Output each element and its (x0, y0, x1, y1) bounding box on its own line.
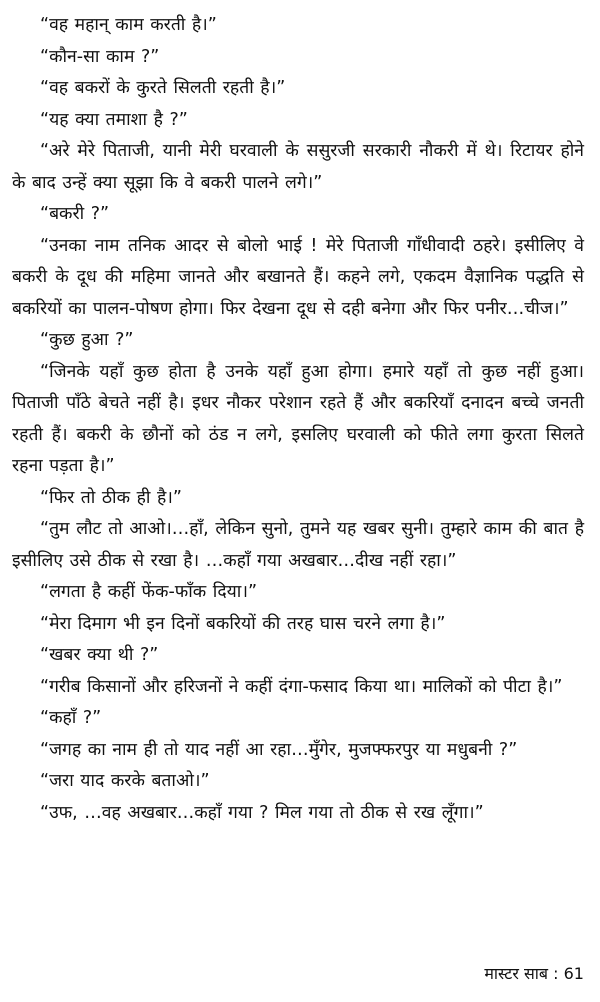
paragraph: “तुम लौट तो आओ।…हाँ, लेकिन सुनो, तुमने यह खबर सुनी। तुम्हारे काम की बात है इसीलिए उसे ठीक से रखा है। …कहाँ गया अखबार…दीख नहीं रहा।” (12, 519, 584, 571)
paragraph: “कौन-सा काम ?” (40, 46, 160, 67)
paragraph: “उफ, …वह अखबार…कहाँ गया ? मिल गया तो ठीक से रख लूँगा।” (40, 802, 484, 823)
paragraph: “मेरा दिमाग भी इन दिनों बकरियों की तरह घास चरने लगा है।” (40, 613, 446, 634)
paragraph: “बकरी ?” (40, 204, 110, 224)
paragraph: “कुछ हुआ ?” (40, 330, 134, 350)
paragraph: “कहाँ ?” (40, 708, 102, 728)
paragraph: “उनका नाम तनिक आदर से बोलो भाई ! मेरे पिताजी गाँधीवादी ठहरे। इसीलिए वे बकरी के दूध की महिमा जानते और बखानते हैं। कहने लगे, एकदम वैज्ञानिक पद्धति से बकरियों का पालन-पोषण होगा। फिर देखना दूध से दही बनेगा और फिर पनीर…चीज।” (12, 235, 584, 319)
paragraph: “जरा याद करके बताओ।” (40, 771, 210, 791)
paragraph: “वह बकरों के कुरते सिलती रहती है।” (40, 78, 286, 98)
paragraph: “लगता है कहीं फेंक-फाँक दिया।” (40, 582, 258, 602)
paragraph: “वह महान् काम करती है।” (40, 15, 217, 35)
paragraph: “अरे मेरे पिताजी, यानी मेरी घरवाली के ससुरजी सरकारी नौकरी में थे। रिटायर होने के बाद उन्हें क्या सूझा कि वे बकरी पालने लगे।” (12, 141, 584, 193)
paragraph: “खबर क्या थी ?” (40, 645, 159, 665)
page-body (12, 10, 584, 829)
paragraph: “यह क्या तमाशा है ?” (40, 109, 188, 130)
paragraph: “जगह का नाम ही तो याद नहीं आ रहा…मुँगेर, मुजफ्फरपुर या मधुबनी ?” (40, 739, 518, 760)
paragraph: “जिनके यहाँ कुछ होता है उनके यहाँ हुआ होगा। हमारे यहाँ तो कुछ नहीं हुआ। पिताजी पाँठे बेचते नहीं है। इधर नौकर परेशान रहते हैं और बकरियाँ दनादन बच्चे जनती रहती हैं। बकरी के छौनों को ठंड न लगे, इसलिए घरवाली को फीते लगा कुरता सिलते रहना पड़ता है।” (12, 361, 584, 476)
paragraph: “गरीब किसानों और हरिजनों ने कहीं दंगा-फसाद किया था। मालिकों को पीटा है।” (40, 676, 563, 697)
page-footer: मास्टर साब : 61 (484, 964, 584, 983)
paragraph: “फिर तो ठीक ही है।” (40, 487, 182, 508)
